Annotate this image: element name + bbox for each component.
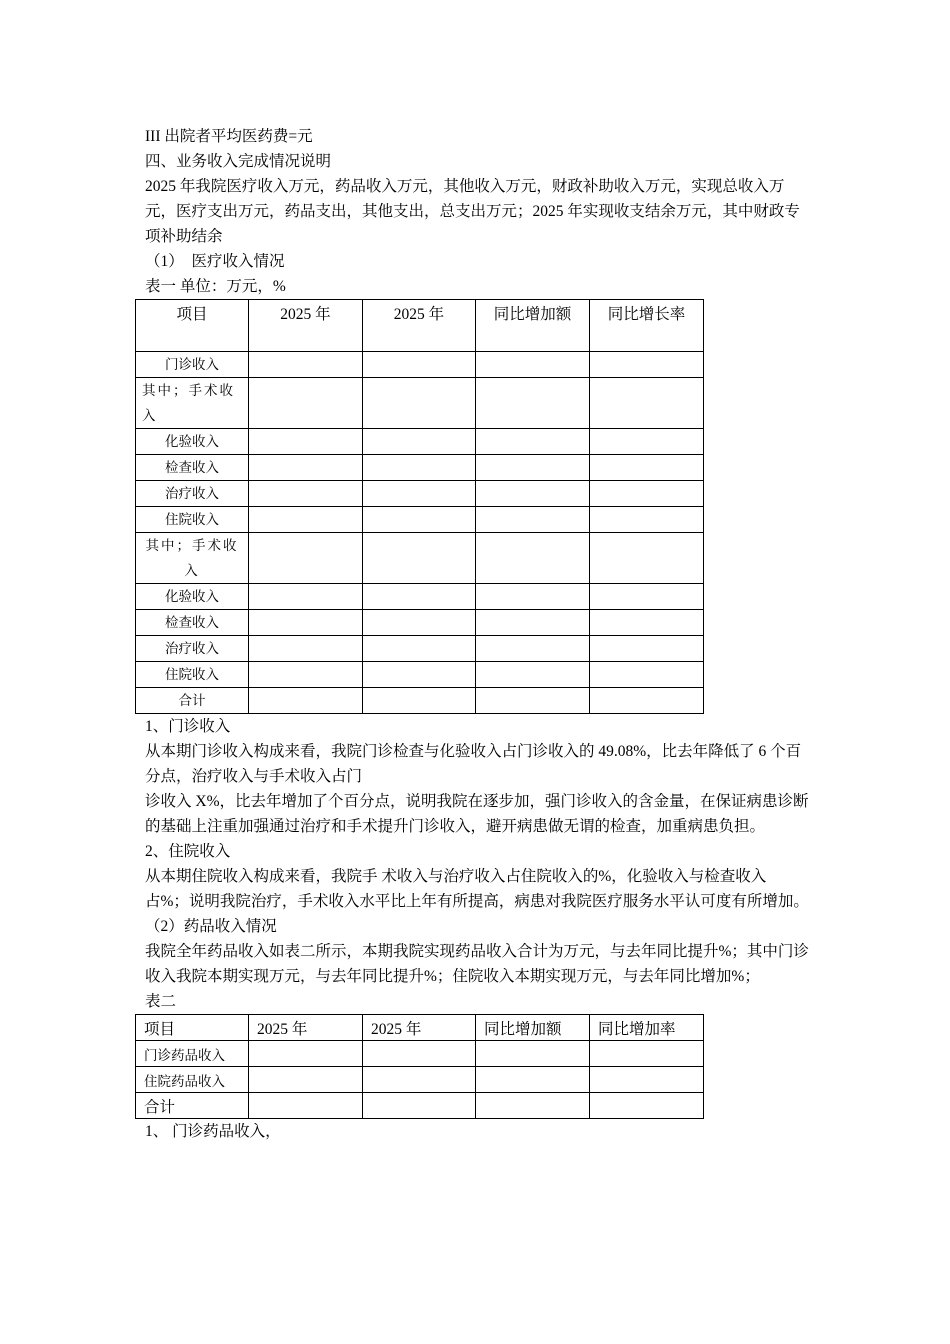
table-header-row <box>136 300 704 352</box>
section-heading: 1、门诊收入 <box>145 718 231 735</box>
row-label: 门诊药品收入 <box>136 1041 249 1067</box>
table-row <box>136 1041 704 1067</box>
row-label: 治疗收入 <box>136 636 249 662</box>
table-total-row <box>136 1093 704 1119</box>
table-total-row <box>136 688 704 714</box>
row-label: 治疗收入 <box>136 481 249 507</box>
row-label: 检查收入 <box>136 455 249 481</box>
row-label: 其中；手术收入 <box>136 533 249 584</box>
row-label: 住院收入 <box>136 662 249 688</box>
document-page <box>142 124 810 1144</box>
row-label: 检查收入 <box>136 610 249 636</box>
table-row <box>136 584 704 610</box>
section-heading: 2、住院收入 <box>145 843 231 860</box>
table-row <box>136 378 704 429</box>
paragraph: 从本期门诊收入构成来看，我院门诊检查与化验收入占门诊收入的 49.08%，比去年降低了 6 个百分点，治疗收入与手术收入占门 <box>145 743 802 785</box>
subsection-heading: （1） 医疗收入情况 <box>145 253 285 270</box>
paragraph: 2025 年我院医疗收入万元，药品收入万元，其他收入万元，财政补助收入万元，实现总收入万元，医疗支出万元，药品支出，其他支出，总支出万元；2025 年实现收支结余万元，其中财政专项补助结余 <box>145 178 800 245</box>
table-header-cell: 2025 年 <box>363 1015 476 1041</box>
table-row <box>136 481 704 507</box>
row-label: 住院收入 <box>136 507 249 533</box>
medical-income-table <box>135 299 704 714</box>
row-label: 其中；手术收入 <box>136 378 249 429</box>
table-header-cell: 同比增加额 <box>476 1015 590 1041</box>
paragraph: 诊收入 X%，比去年增加了个百分点，说明我院在逐步加，强门诊收入的含金量，在保证病患诊断的基础上注重加强通过治疗和手术提升门诊收入，避开病患做无谓的检查，加重病患负担。 <box>145 793 809 835</box>
paragraph: 从本期住院收入构成来看，我院手 术收入与治疗收入占住院收入的%，化验收入与检查收入占%；说明我院治疗，手术收入水平比上年有所提高，病患对我院医疗服务水平认可度有所增加。 <box>145 868 809 910</box>
table-row <box>136 507 704 533</box>
row-label: 化验收入 <box>136 584 249 610</box>
table-row <box>136 1067 704 1093</box>
row-label: 住院药品收入 <box>136 1067 249 1093</box>
table-caption: 表二 <box>145 993 177 1010</box>
table-header-cell: 项目 <box>136 300 249 352</box>
table-row <box>136 533 704 584</box>
drug-income-table <box>135 1014 704 1119</box>
section-heading: 四、业务收入完成情况说明 <box>145 153 332 170</box>
section-heading: 1、 门诊药品收入， <box>145 1123 281 1140</box>
table-header-cell: 2025 年 <box>363 300 476 352</box>
table-row <box>136 610 704 636</box>
table-header-row <box>136 1015 704 1041</box>
row-label: 化验收入 <box>136 429 249 455</box>
table-header-cell: 同比增加额 <box>476 300 590 352</box>
paragraph: 我院全年药品收入如表二所示，本期我院实现药品收入合计为万元，与去年同比提升%；其中门诊收入我院本期实现万元，与去年同比提升%；住院收入本期实现万元，与去年同比增加%； <box>145 943 809 985</box>
row-label: 合计 <box>136 688 249 714</box>
row-label: 门诊收入 <box>136 352 249 378</box>
table-header-cell: 2025 年 <box>249 1015 363 1041</box>
row-label: 合计 <box>136 1093 249 1119</box>
table-row <box>136 352 704 378</box>
table-row <box>136 429 704 455</box>
table-row <box>136 455 704 481</box>
table-header-cell: 2025 年 <box>249 300 363 352</box>
table-caption: 表一 单位：万元，% <box>145 278 286 295</box>
paragraph: III 出院者平均医药费=元 <box>145 128 313 145</box>
table-row <box>136 662 704 688</box>
table-header-cell: 同比增加率 <box>590 1015 704 1041</box>
table-row <box>136 636 704 662</box>
subsection-heading: （2）药品收入情况 <box>145 918 277 935</box>
table-header-cell: 项目 <box>136 1015 249 1041</box>
table-header-cell: 同比增长率 <box>590 300 704 352</box>
